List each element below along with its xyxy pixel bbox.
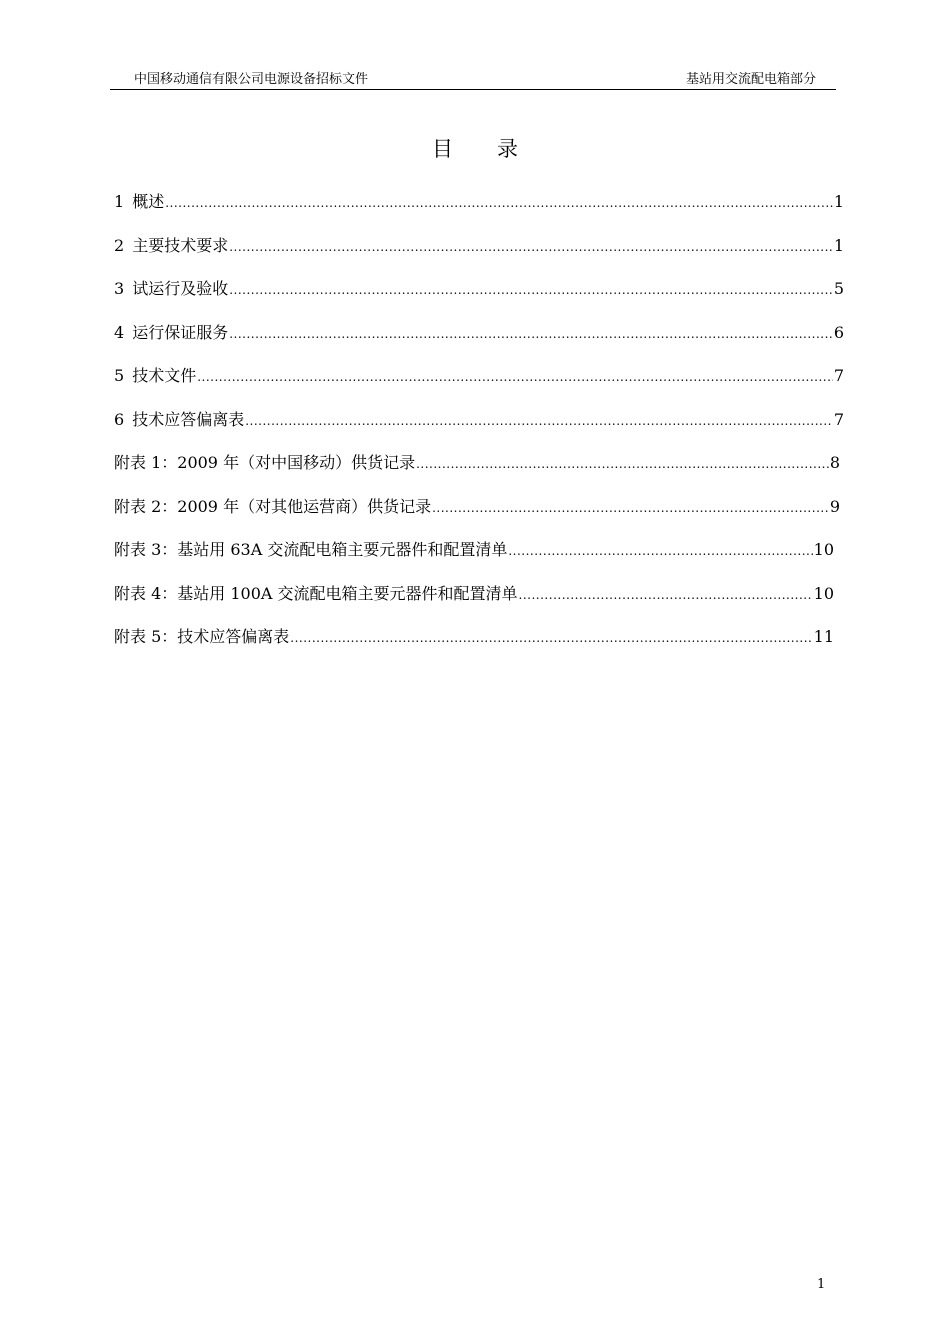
toc-entry-number: 1 [114, 192, 125, 211]
toc-leader-dots [229, 280, 833, 300]
toc-entry[interactable] [114, 453, 840, 497]
toc-entry-label: 附表 3：基站用 63A 交流配电箱主要元器件和配置清单 [114, 540, 508, 559]
toc-entry-label: 概述 [132, 192, 165, 211]
header-document-title: 中国移动通信有限公司电源设备招标文件 [134, 72, 369, 87]
toc-entry-page: 1 [833, 235, 844, 255]
toc-entry-label: 试运行及验收 [132, 279, 229, 298]
toc-entry-number: 6 [114, 409, 125, 429]
toc-entry[interactable] [114, 410, 844, 454]
page-number: 1 [817, 1277, 826, 1292]
toc-entry-number: 4 [114, 322, 125, 342]
toc-entry-page: 9 [829, 496, 840, 516]
toc-entry-label: 运行保证服务 [132, 322, 229, 342]
toc-entry-label: 技术文件 [132, 366, 197, 385]
toc-leader-dots [290, 628, 812, 648]
toc-leader-dots [245, 411, 833, 431]
toc-entry[interactable] [114, 540, 834, 584]
toc-entry-label: 附表 5：技术应答偏离表 [114, 627, 290, 646]
table-of-contents [114, 192, 844, 671]
toc-entry[interactable] [114, 627, 834, 671]
toc-entry[interactable] [114, 497, 840, 541]
toc-entry-page: 7 [833, 409, 844, 429]
toc-entry-label: 附表 4：基站用 100A 交流配电箱主要元器件和配置清单 [114, 583, 518, 603]
page-header [110, 72, 836, 90]
toc-entry-page: 1 [833, 192, 844, 211]
toc-entry-label: 主要技术要求 [132, 235, 229, 255]
toc-entry[interactable] [114, 236, 844, 280]
toc-entry-number: 2 [114, 235, 125, 255]
toc-leader-dots [165, 193, 833, 213]
toc-entry-page: 10 [813, 583, 834, 603]
toc-entry[interactable] [114, 366, 844, 410]
toc-entry-number: 5 [114, 366, 125, 385]
toc-entry-page: 11 [813, 627, 834, 646]
toc-heading [0, 136, 950, 162]
toc-leader-dots [229, 237, 833, 257]
toc-entry[interactable] [114, 323, 844, 367]
toc-entry-page: 7 [833, 366, 844, 385]
toc-entry-number: 3 [114, 279, 125, 298]
toc-entry-label: 附表 1：2009 年（对中国移动）供货记录 [114, 453, 416, 472]
toc-entry-label: 技术应答偏离表 [132, 409, 245, 429]
toc-entry-label: 附表 2：2009 年（对其他运营商）供货记录 [114, 496, 432, 516]
toc-entry-page: 8 [829, 453, 840, 472]
toc-leader-dots [229, 324, 833, 344]
toc-entry-page: 10 [813, 540, 834, 559]
toc-heading-part2: 录 [497, 137, 518, 161]
toc-heading-part1: 目 [432, 137, 453, 161]
toc-leader-dots [508, 541, 812, 561]
toc-leader-dots [197, 367, 833, 387]
toc-leader-dots [416, 454, 829, 474]
header-section-title: 基站用交流配电箱部分 [685, 72, 816, 87]
toc-entry-page: 6 [833, 322, 844, 342]
toc-entry-page: 5 [833, 279, 844, 298]
toc-entry[interactable] [114, 192, 844, 236]
toc-entry[interactable] [114, 584, 834, 628]
toc-leader-dots [519, 585, 813, 605]
toc-leader-dots [432, 498, 829, 518]
toc-entry[interactable] [114, 279, 844, 323]
